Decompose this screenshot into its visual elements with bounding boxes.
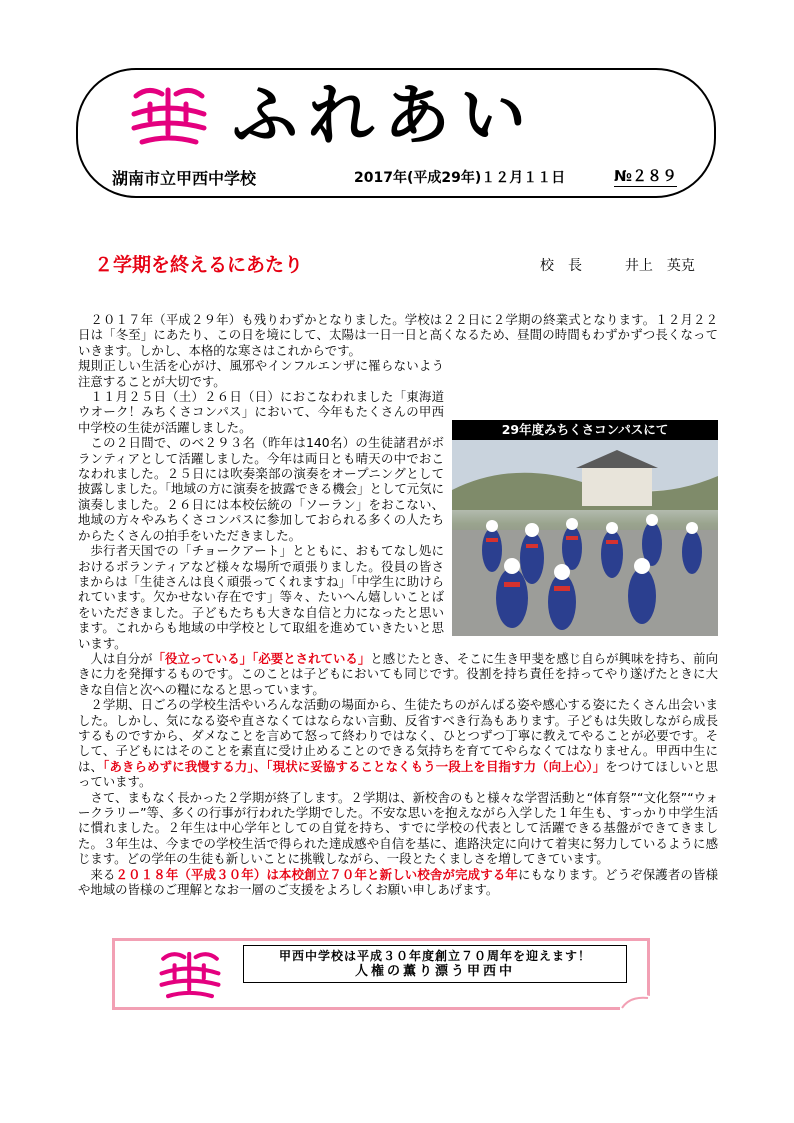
paragraph [78,867,718,898]
school-logo-icon [155,949,225,1001]
issue-number: №２８９ [614,167,678,185]
article-body [78,312,718,897]
event-photo [452,420,718,636]
banner-line-2: 人権の薫り漂う甲西中 [354,964,515,979]
text-run: と感じたとき、そこに生き甲斐を感じ自らが興味を持ち、前向きに力を発揮するものです。このことは子どもにおいても同じです。役割を持ち責任を持ってやり遂げたときに大きな自信と次への糧になると思っています。 [78,650,718,697]
paragraph [78,651,718,697]
issue-date: 2017年(平成29年)１２月１１日 [354,170,566,186]
highlight-text: 「役立っている」「必要とされている」 [152,650,371,666]
banner-line-1: 甲西中学校は平成３０年度創立７０周年を迎えます！ [278,949,591,963]
author [540,255,695,275]
paragraph: 歩行者天国での「チョークアート」とともに、おもてなし処におけるボランティアなど様々な場所で頑張りました。役員の皆さまからは「生徒さんは良く頑張ってくれますね」「中学生に助けられています。欠かせない存在です」等々、たいへん嬉しいことばをいただきました。子どもたちも大きな自信と力になったと思います。これからも地域の中学校として取組を進めていきたいと思います。 [78,543,444,651]
paragraph: ２０１７年（平成２９年）も残りわずかとなりました。学校は２２日に２学期の終業式となります。１２月２２日は「冬至」にあたり、この日を境にして、太陽は一日一日と高くなるため、昼間の時間もわずかずつ長くなっていきます。しかし、本格的な寒さはこれからです。 [78,312,718,358]
school-logo-icon [128,84,210,148]
author-name: 井上 英克 [624,258,695,274]
article-title: ２学期を終えるにあたり [94,254,304,276]
highlight-text: ２０１８年（平成３０年）は本校創立７０年と新しい校舎が完成する年 [115,866,518,882]
newsletter-title: ふれあい [232,76,536,154]
text-run: をつけてほしいと思っています。 [78,758,719,790]
text-run: ２学期、日ごろの学校生活やいろんな活動の場面から、生徒たちのがんばる姿や感心する姿にたくさん出会いました。しかし、気になる姿や直さなくてはならない言動、反省すべき行為もあります。子どもは失敗しながら成長するものですから、ダメなことを言めて怒って終わりではなく、ひとつずつ丁寧に教えてやることが必要です。そして、子どもにはそのことを素直に受け止めることのできる気持ちを育ててやらなくてはなりません。甲西中生には、 [78,697,718,774]
page-curl-icon [620,992,650,1010]
text-run: にもなります。どうぞ保護者の皆様や地域の皆様のご理解となお一層のご支援をよろしくお願い申しあげます。 [78,866,719,898]
highlight-text: 「あきらめずに我慢する力」、「現状に妥協することなくもう一段上を目指す力（向上心）」 [103,758,606,774]
school-name: 湖南市立甲西中学校 [112,169,257,188]
paragraph: この２日間で、のべ２９３名（昨年は140名）の生徒諸君がボランティアとして活躍しました。今年は両日とも晴天の中でおこなわれました。２５日には吹奏楽部の演奏をオープニングとして披露しました。「地域の方に演奏を披露できる機会」として元気に演奏しました。２６日には本校伝統の「ソーラン」をおこない、地域の方々やみちくさコンパスに参加しておられる多くの人たちからたくさんの拍手をいただきました。 [78,435,444,543]
anniversary-banner [112,938,650,1010]
photo-caption: 29年度みちくさコンパスにて [452,420,718,440]
text-run: 来る [90,866,116,882]
paragraph: １１月２５日（土）２６日（日）におこなわれました「東海道ウオーク！みちくさコンパス」において、今年もたくさんの甲西中学校の生徒が活躍しました。 [78,389,444,435]
dancers-illustration [452,420,718,636]
paragraph: 規則正しい生活を心がけ、風邪やインフルエンザに罹らないよう注意することが大切です。 [78,358,444,389]
paragraph [78,697,718,789]
paragraph: さて、まもなく長かった２学期が終了します。２学期は、新校舎のもと様々な学習活動と“体育祭”“文化祭”“ウォークラリー”等、多くの行事が行われた学期でした。不安な思いを抱えながら入学した１年生も、すっかり中学生活に慣れました。２年生は中心学年としての自覚を持ち、すでに学校の代表として活躍できる基盤ができてきました。３年生は、今までの学校生活で得られた達成感や自信を基に、進路決定に向けて着実に努力しているように感じます。どの学年の生徒も新しいことに挑戦しながら、一段とたくましさを増してきています。 [78,789,718,867]
banner-message-box [243,945,627,983]
text-run: 人は自分が [90,650,153,666]
author-role: 校 長 [540,258,582,274]
